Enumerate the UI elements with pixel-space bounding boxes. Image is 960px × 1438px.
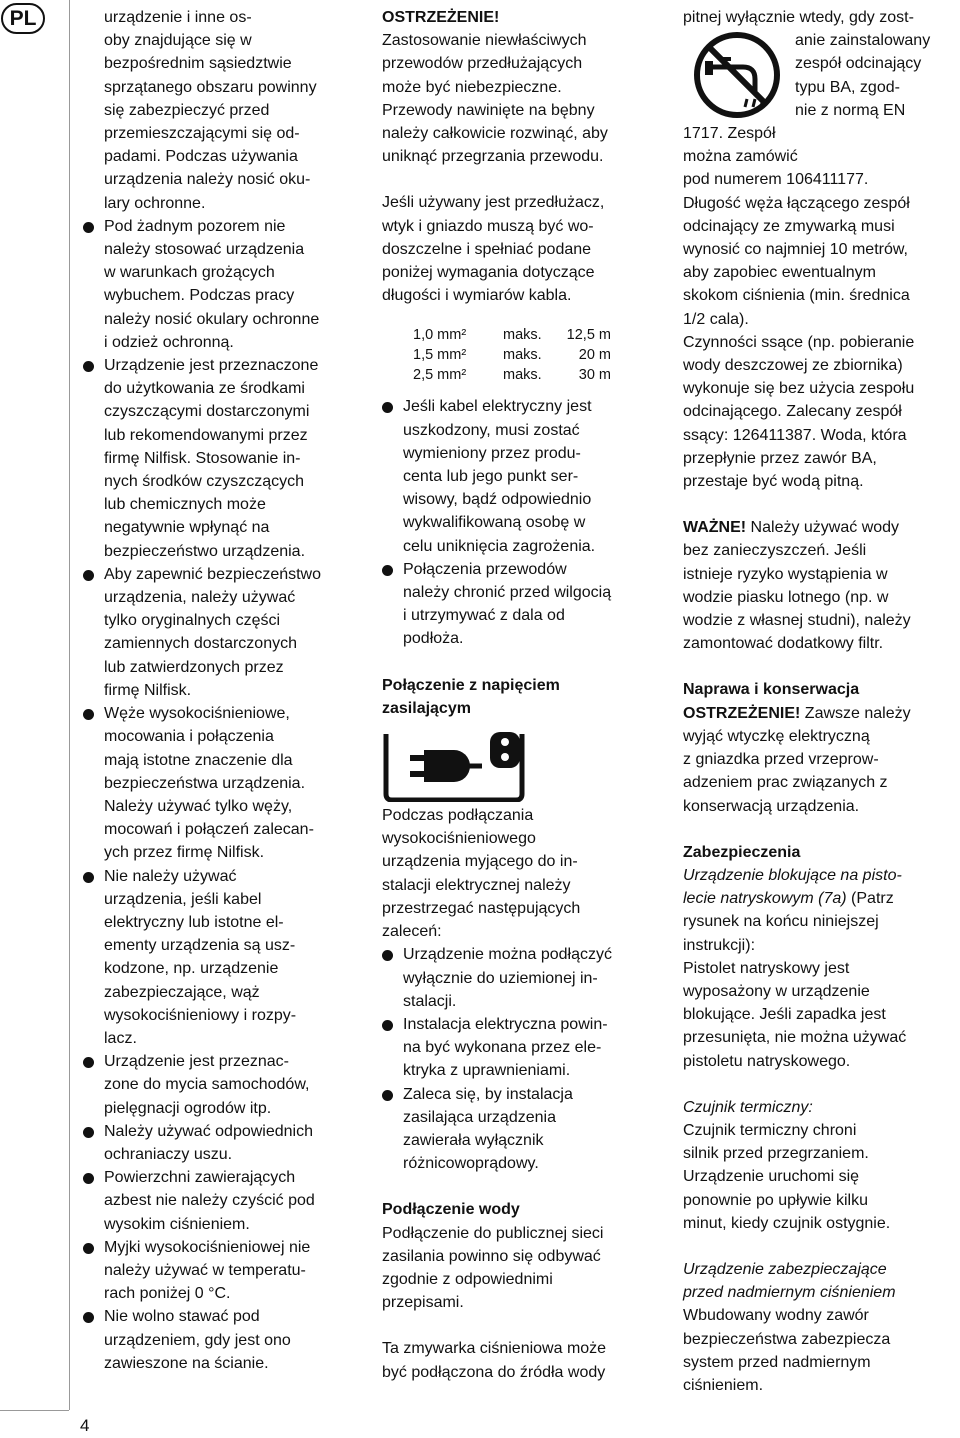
table-cell: 12,5 m	[566, 327, 611, 344]
text-line: zasilająca urządzenia	[403, 1108, 556, 1126]
bullet-item	[104, 563, 366, 702]
table-cell: maks.	[503, 367, 542, 384]
bullet-item	[403, 1013, 654, 1083]
text-line: zamiennych dostarczonych	[104, 635, 297, 653]
text-line: zamontować dodatkowy filtr.	[683, 635, 884, 653]
text-line: 1717. Zespół	[683, 125, 776, 143]
text-line: ponownie po upływie kilku	[683, 1191, 868, 1209]
text-line: tylko oryginalnych części	[104, 612, 281, 630]
text-line: urządzeniem, gdy jest ono	[104, 1331, 291, 1349]
important-note	[683, 516, 959, 539]
text-line: Długość węża łączącego zespół	[683, 194, 910, 212]
bullet-item	[403, 395, 654, 557]
table-cell: 2,5 mm²	[413, 367, 467, 384]
text-line: lub chemicznych może	[104, 496, 266, 514]
language-badge: PL	[1, 3, 45, 34]
text-line: padami. Podczas używania	[104, 148, 298, 166]
power-connection-text	[382, 804, 654, 943]
text-span: lecie natryskowym (7a)	[683, 890, 847, 908]
bullet-item	[104, 1236, 366, 1306]
text-line: ych przez firmę Nilfisk.	[104, 844, 265, 862]
overpressure-heading: Urządzenie zabezpieczające	[683, 1260, 887, 1278]
text-line: przemieszczającymi się od-	[104, 125, 300, 143]
text-line: system przed nadmiernym	[683, 1353, 871, 1371]
text-line: lub rekomendowanymi przez	[104, 426, 308, 444]
text-line: Powierzchni zawierających	[104, 1169, 296, 1187]
text-line: stalacji.	[403, 992, 457, 1010]
text-line: adzeniem prac związanych z	[683, 774, 888, 792]
text-line: elektryczny lub istotne el-	[104, 913, 284, 931]
col2-bullet-list-a	[382, 395, 654, 650]
text-line: firmę Nilfisk. Stosowanie in-	[104, 449, 301, 467]
text-line: Pistolet natryskowy jest	[683, 959, 850, 977]
warning-text	[382, 29, 654, 168]
text-line: anie zainstalowany	[795, 32, 931, 50]
text-line: bez zanieczyszczeń. Jeśli	[683, 542, 867, 560]
text-line: celu uniknięcia zagrożenia.	[403, 537, 596, 555]
text-line: w warunkach grożących	[104, 264, 275, 282]
text-line: podłoża.	[403, 630, 464, 648]
text-line: wtyk i gniazdo muszą być wo-	[382, 217, 594, 235]
text-line: doszczelne i spełniać podane	[382, 240, 592, 258]
text-line: kodzone, np. urządzenie	[104, 960, 279, 978]
text-line: rach poniżej 0 °C.	[104, 1285, 231, 1303]
text-line: Podczas podłączania	[382, 807, 534, 825]
water-connection-text	[382, 1222, 654, 1315]
text-line: i utrzymywać z dala od	[403, 607, 565, 625]
text-line: może być niebezpieczne.	[382, 78, 562, 96]
bullet-item	[104, 1305, 366, 1375]
water-heading: Podłączenie wody	[382, 1201, 520, 1219]
text-line: urządzenia, jeśli kabel	[104, 890, 262, 908]
text-line: Nie należy używać	[104, 867, 237, 885]
text-line: poniżej wymagania dotyczące	[382, 264, 595, 282]
text-line: uniknąć przegrzania przewodu.	[382, 148, 604, 166]
text-line: Jeśli kabel elektryczny jest	[403, 398, 592, 416]
text-line: Urządzenie jest przeznaczone	[104, 357, 319, 375]
extension-cord-text	[382, 191, 654, 307]
text-line: Urządzenie jest przeznac-	[104, 1053, 289, 1071]
column-2	[382, 6, 654, 1384]
table-cell: 30 m	[578, 367, 611, 384]
text-line: Należy używać tylko węży,	[104, 797, 293, 815]
text-line: Myjki wysokociśnieniowej nie	[104, 1238, 311, 1256]
text-line: wysokociśnieniowy i rozpy-	[104, 1006, 297, 1024]
text-line: centa lub jego punkt ser-	[403, 468, 579, 486]
text-line: zawierała wyłącznik	[403, 1131, 544, 1149]
text-line: Urządzenie uruchomi się	[683, 1168, 860, 1186]
text-line: przewodów przedłużających	[382, 55, 583, 73]
text-line: pitnej wyłącznie wtedy, gdy zost-	[683, 9, 914, 26]
warning-label: OSTRZEŻENIE!	[683, 704, 801, 722]
text-line: należy chronić przed wilgocią	[403, 584, 612, 602]
text-line: należy nosić okulary ochronne	[104, 310, 320, 328]
cable-size-table	[413, 325, 611, 385]
table-cell: 1,0 mm²	[413, 327, 467, 344]
text-line: wysokim ciśnieniem.	[104, 1215, 250, 1233]
text-line: wykonuje się bez użycia zespołu	[683, 380, 915, 398]
text-line: negatywnie wpłynąć na	[104, 519, 270, 537]
text-line: odcinający ze zmywarką musi	[683, 217, 895, 235]
text-line: Pod żadnym pozorem nie	[104, 217, 286, 235]
text-line: bezpieczeństwa urządzenia.	[104, 774, 306, 792]
text-line: Podłączenie do publicznej sieci	[382, 1224, 604, 1242]
text-line: ciśnieniem.	[683, 1376, 764, 1394]
text-line: Czujnik termiczny chroni	[683, 1121, 857, 1139]
text-line: być podłączona do źródła wody	[382, 1363, 606, 1381]
overpressure-heading: przed nadmiernym ciśnieniem	[683, 1284, 896, 1302]
power-heading-line: zasilającym	[382, 699, 471, 717]
text-line: Aby zapewnić bezpieczeństwo	[104, 565, 322, 583]
text-line: 1/2 cala).	[683, 310, 749, 328]
important-label: WAŻNE!	[683, 519, 747, 537]
text-line: minut, kiedy czujnik ostygnie.	[683, 1214, 891, 1232]
text-line: zone do mycia samochodów,	[104, 1076, 310, 1094]
text-line: Ta zmywarka ciśnieniowa może	[382, 1340, 607, 1358]
text-line: Przewody nawinięte na bębny	[382, 101, 595, 119]
text-line: i odzież ochronną.	[104, 333, 234, 351]
text-line: Nie wolno stawać pod	[104, 1308, 260, 1326]
text-line: ssący: 126411387. Woda, która	[683, 426, 907, 444]
text-line: bezpośrednim sąsiedztwie	[104, 55, 292, 73]
bullet-item	[104, 702, 366, 864]
text-line: z gniazdka przed vrzeprow-	[683, 751, 879, 769]
text-line: do użytkowania ze środkami	[104, 380, 305, 398]
text-line: instrukcji):	[683, 936, 756, 954]
text-line: mocowań i połączeń zalecan-	[104, 821, 314, 839]
text-line: różnicowoprądowy.	[403, 1155, 539, 1173]
text-line: Zastosowanie niewłaściwych	[382, 32, 587, 50]
repair-heading: Naprawa i konserwacja	[683, 681, 860, 699]
text-line: Czynności ssące (np. pobieranie	[683, 333, 915, 351]
text-line: Instalacja elektryczna powin-	[403, 1015, 608, 1033]
col1-bullet-list	[104, 215, 366, 1375]
text-line: silnik przed przegrzaniem.	[683, 1145, 869, 1163]
bullet-item	[104, 215, 366, 354]
column-3	[683, 6, 959, 1397]
table-row	[413, 345, 611, 365]
text-line: firmę Nilfisk.	[104, 681, 192, 699]
col2-bullet-list-b	[382, 943, 654, 1175]
text-line: istnieje ryzyko wystąpienia w	[683, 565, 888, 583]
text-line: urządzenie i inne os-	[104, 9, 252, 26]
text-line: wisowy, bądź odpowiednio	[403, 491, 592, 509]
text-line: zawieszone na ścianie.	[104, 1354, 269, 1372]
no-tap-water-icon	[679, 29, 791, 121]
text-line: mocowania i połączenia	[104, 728, 274, 746]
text-line: wysokociśnieniowego	[382, 830, 536, 848]
text-line: mają istotne znaczenie dla	[104, 751, 293, 769]
text-line: wyposażony w urządzenie	[683, 982, 870, 1000]
text-line	[683, 887, 959, 910]
text-line: Należy używać odpowiednich	[104, 1122, 313, 1140]
text-line: oby znajdujące się w	[104, 32, 252, 50]
text-line: wybuchem. Podczas pracy	[104, 287, 295, 305]
text-line: wyjąć wtyczkę elektryczną	[683, 727, 870, 745]
text-line: azbest nie należy czyścić pod	[104, 1192, 315, 1210]
bullet-item	[104, 1166, 366, 1236]
washer-text	[382, 1337, 654, 1383]
text-line: nych środków czyszczących	[104, 473, 305, 491]
text-line: Wbudowany wodny zawór	[683, 1307, 869, 1325]
electric-plug-icon	[382, 728, 526, 802]
text-line: bezpieczeństwo urządzenia.	[104, 542, 306, 560]
text-line: rysunek na końcu niniejszej	[683, 913, 879, 931]
text-line: na być wykonana przez ele-	[403, 1039, 602, 1057]
repair-warning	[683, 702, 959, 725]
text-line: typu BA, zgod-	[795, 78, 900, 96]
power-heading-line: Połączenie z napięciem	[382, 676, 560, 694]
text-line: przestrzegać następujących	[382, 899, 581, 917]
text-line: można zamówić	[683, 148, 798, 166]
text-line: zespół odcinający	[795, 55, 922, 73]
text-line: należy całkowicie rozwinąć, aby	[382, 125, 608, 143]
text-line: ktryka z uprawnieniami.	[403, 1062, 571, 1080]
table-cell: maks.	[503, 327, 542, 344]
text-line: urządzenia, należy używać	[104, 589, 296, 607]
bullet-item	[403, 943, 654, 1013]
text-line: należy stosować urządzenia	[104, 241, 305, 259]
text-line: przestaje być wodą pitną.	[683, 473, 864, 491]
text-line: lub zatwierdzonych przez	[104, 658, 284, 676]
text-line: pielęgnacji ogrodów itp.	[104, 1099, 272, 1117]
text-line: sprzątanego obszaru powinny	[104, 78, 317, 96]
col1-intro	[104, 6, 366, 215]
text-line: odcinającego. Zalecany zespół	[683, 403, 902, 421]
text-line: zasilania powinno się odbywać	[382, 1247, 601, 1265]
bullet-item	[403, 1083, 654, 1176]
text-line: zgodnie z odpowiednimi	[382, 1270, 553, 1288]
text-line: nie z normą EN	[795, 101, 906, 119]
table-cell: maks.	[503, 347, 542, 364]
text-line: blokujące. Jeśli zapadka jest	[683, 1006, 886, 1024]
warning-heading: OSTRZEŻENIE!	[382, 9, 500, 26]
text-line: skokom ciśnienia (min. średnica	[683, 287, 910, 305]
text-line: należy używać w temperatu-	[104, 1261, 306, 1279]
text-line: zaleceń:	[382, 923, 442, 941]
text-span: Zawsze należy	[800, 704, 911, 722]
text-line: wodzie piasku lotnego (np. w	[683, 588, 889, 606]
text-line: Połączenia przewodów	[403, 560, 567, 578]
text-line: długości i wymiarów kabla.	[382, 287, 572, 305]
page-number: 4	[80, 1416, 90, 1435]
text-line: czyszczącymi dostarczonymi	[104, 403, 310, 421]
text-line: pod numerem 106411177.	[683, 171, 869, 189]
safety-heading: Zabezpieczenia	[683, 843, 801, 861]
text-line: wodzie z własnej studni), należy	[683, 612, 911, 630]
bullet-item	[403, 558, 654, 651]
text-line: stalacji elektrycznej należy	[382, 876, 571, 894]
text-line: Urządzenie blokujące na pisto-	[683, 866, 902, 884]
text-line: wyłącznie do uziemionej in-	[403, 969, 598, 987]
bullet-item	[104, 865, 366, 1051]
text-line: przesunięta, nie można używać	[683, 1029, 907, 1047]
bullet-item	[104, 1050, 366, 1120]
text-line: wody deszczowej ze zbiornika)	[683, 357, 903, 375]
text-span: (Patrz	[846, 890, 894, 908]
text-line: Urządzenie można podłączyć	[403, 946, 612, 964]
table-cell: 1,5 mm²	[413, 347, 467, 364]
text-line: przepłynie przez zawór BA,	[683, 449, 877, 467]
text-line: ochraniaczy uszu.	[104, 1145, 233, 1163]
table-row	[413, 365, 611, 385]
text-line: Zaleca się, by instalacja	[403, 1085, 573, 1103]
table-row	[413, 325, 611, 345]
column-1	[104, 6, 366, 1375]
valve-text	[683, 168, 959, 493]
sidebar-divider	[69, 0, 70, 1410]
text-line: wykwalifikowaną osobę w	[403, 514, 586, 532]
text-line: Jeśli używany jest przedłużacz,	[382, 194, 605, 212]
bullet-item	[104, 354, 366, 563]
text-line: uszkodzony, musi zostać	[403, 421, 580, 439]
table-cell: 20 m	[578, 347, 611, 364]
text-line: zabezpieczające, wąż	[104, 983, 260, 1001]
text-line: urządzenia należy nosić oku-	[104, 171, 311, 189]
text-line: się zabezpieczyć przed	[104, 101, 270, 119]
text-line: wymieniony przez produ-	[403, 444, 581, 462]
text-line: pistoletu natryskowego.	[683, 1052, 851, 1070]
text-line: lary ochronne.	[104, 194, 206, 212]
bullet-item	[104, 1120, 366, 1166]
text-line: wynosić co najmniej 10 metrów,	[683, 241, 908, 259]
text-line: ementy urządzenia są usz-	[104, 937, 296, 955]
text-line: przepisami.	[382, 1294, 464, 1312]
text-span: Należy używać wody	[746, 519, 900, 537]
text-line: bezpieczeństwa zabezpiecza	[683, 1330, 891, 1348]
text-line: urządzenia myjącego do in-	[382, 853, 578, 871]
text-line: aby zapobiec ewentualnym	[683, 264, 877, 282]
text-line: lacz.	[104, 1029, 137, 1047]
text-line: Węże wysokociśnieniowe,	[104, 705, 290, 723]
thermal-heading: Czujnik termiczny:	[683, 1098, 813, 1116]
footer-divider	[0, 1410, 69, 1411]
text-line: konserwacją urządzenia.	[683, 797, 860, 815]
